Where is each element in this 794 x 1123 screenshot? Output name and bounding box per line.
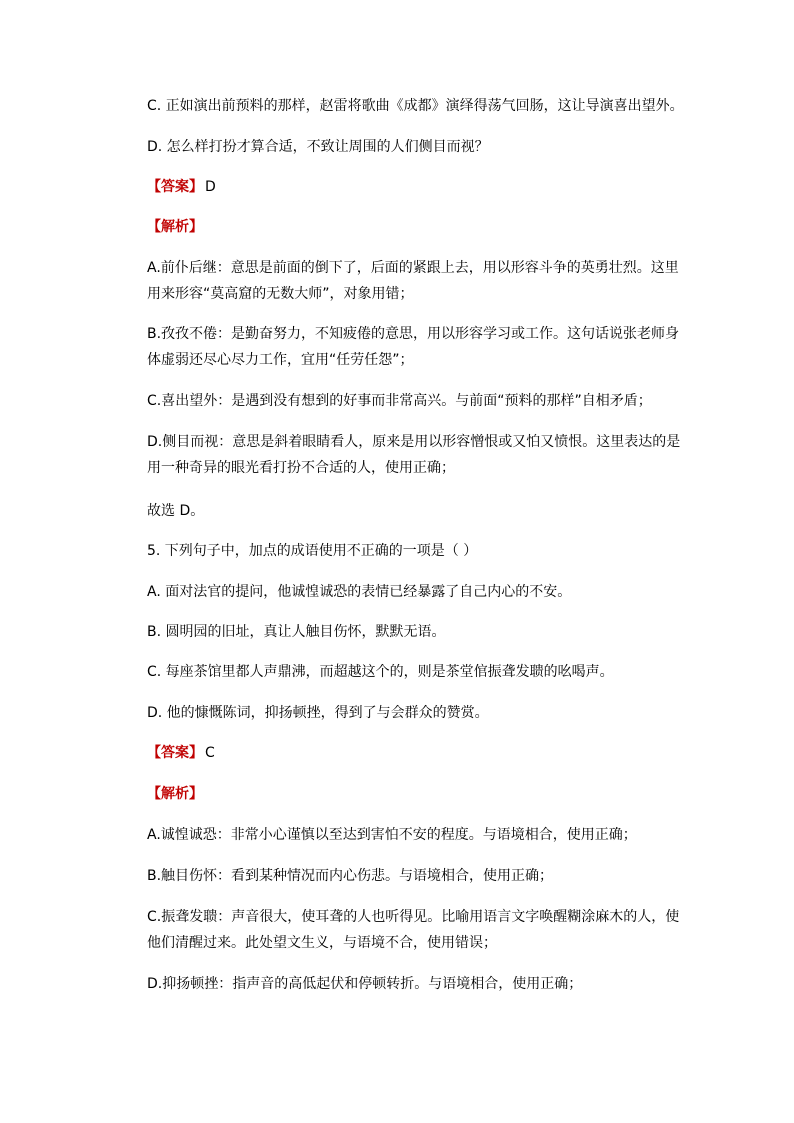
q5-analysis-d-line1: D.抑扬顿挫：指声音的高低起伏和停顿转折。与语境相合，使用正确； [147, 976, 583, 992]
q5-analysis-c-line1: C.振聋发聩：声音很大，使耳聋的人也听得见。比喻用语言文字唤醒糊涂麻木的人，使 [147, 909, 680, 925]
q5-answer [147, 743, 215, 763]
q5-option-d: D. 他的慷慨陈词，抑扬顿挫，得到了与会群众的赞赏。 [147, 705, 489, 721]
q5-option-c: C. 每座茶馆里都人声鼎沸，而超越这个的，则是茶堂倌振聋发聩的吆喝声。 [147, 664, 614, 680]
q5-answer-label: 【答案】 [147, 745, 203, 761]
q4-conclusion: 故选 D。 [147, 503, 205, 519]
q5-stem: 5. 下列句子中，加点的成语使用不正确的一项是（ ） [147, 543, 478, 559]
q5-analysis-b-line1: B.触目伤怀：看到某种情况而内心伤悲。与语境相合，使用正确； [147, 868, 554, 884]
q4-analysis-a-line2: 用来形容“莫高窟的无数大师”，对象用错； [147, 286, 414, 302]
q4-option-d: D. 怎么样打扮才算合适，不致让周围的人们侧目而视？ [147, 139, 489, 155]
q4-analysis-d-line2: 用一种奇异的眼光看打扮不合适的人，使用正确； [147, 460, 455, 476]
q4-analysis-label [147, 217, 203, 237]
q4-option-c: C. 正如演出前预料的那样，赵雷将歌曲《成都》演绎得荡气回肠，这让导演喜出望外。 [147, 98, 684, 114]
q4-analysis-heading: 【解析】 [147, 219, 203, 235]
q4-answer-label: 【答案】 [147, 179, 203, 195]
q4-analysis-d-line1: D.侧目而视：意思是斜着眼睛看人，原来是用以形容憎恨或又怕又愤恨。这里表达的是 [147, 434, 681, 450]
q4-answer [147, 177, 216, 197]
q4-answer-value: D [205, 179, 216, 195]
q4-analysis-b-line1: B.孜孜不倦：是勤奋努力，不知疲倦的意思，用以形容学习或工作。这句话说张老师身 [147, 326, 680, 342]
q5-analysis-a-line1: A.诚惶诚恐：非常小心谨慎以至达到害怕不安的程度。与语境相合，使用正确； [147, 827, 637, 843]
q4-analysis-b-line2: 体虚弱还尽心尽力工作，宜用“任劳任怨”； [147, 352, 414, 368]
q5-analysis-c-line2: 他们清醒过来。此处望文生义，与语境不合，使用错误； [147, 935, 497, 951]
q5-analysis-label [147, 784, 203, 804]
q4-analysis-a-line1: A.前仆后继：意思是前面的倒下了，后面的紧跟上去，用以形容斗争的英勇壮烈。这里 [147, 260, 679, 276]
q5-answer-value: C [205, 745, 215, 761]
q5-option-a: A. 面对法官的提问，他诚惶诚恐的表情已经暴露了自己内心的不安。 [147, 584, 572, 600]
q5-analysis-heading: 【解析】 [147, 786, 203, 802]
q5-option-b: B. 圆明园的旧址，真让人触目伤怀，默默无语。 [147, 624, 446, 640]
q4-analysis-c-line1: C.喜出望外：是遇到没有想到的好事而非常高兴。与前面“预料的那样”自相矛盾； [147, 393, 652, 409]
